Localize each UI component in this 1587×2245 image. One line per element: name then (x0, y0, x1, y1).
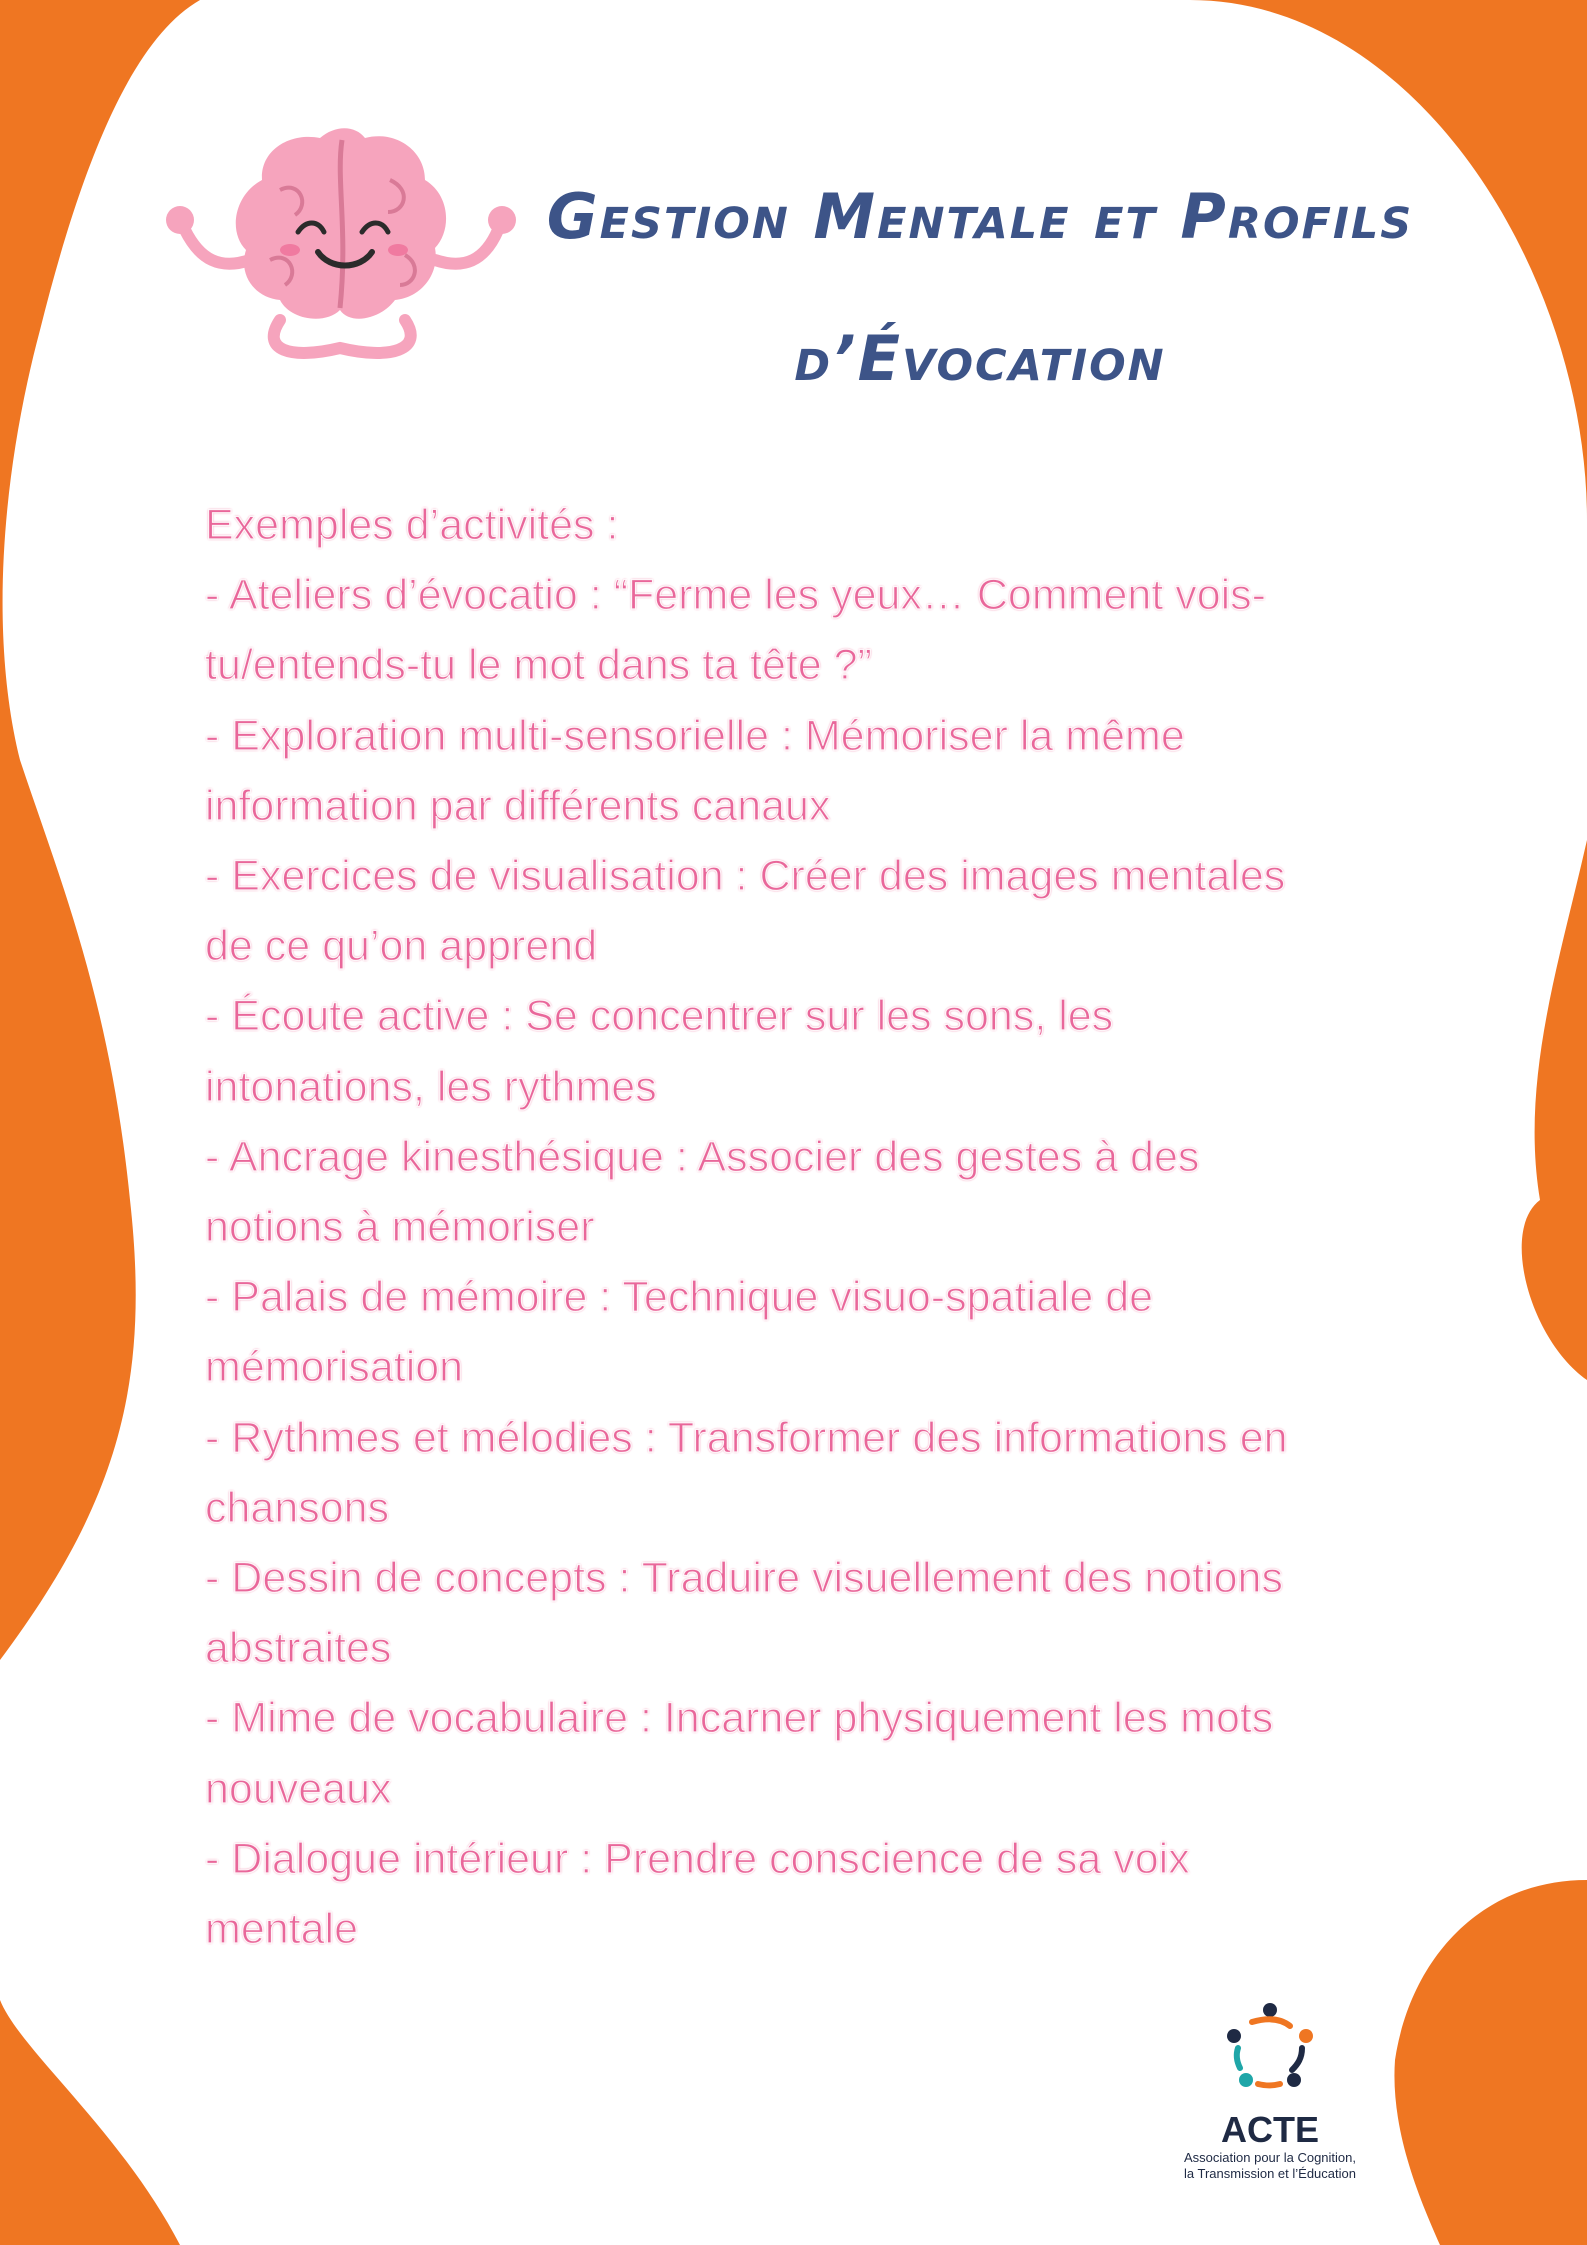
page-title-line-1: Gestion Mentale et Profils (546, 180, 1414, 253)
person-head-1 (1263, 2003, 1277, 2017)
person-head-2 (1299, 2029, 1313, 2043)
activity-line: chansons (205, 1483, 390, 1532)
person-arm-4 (1237, 2048, 1240, 2068)
activity-line: - Palais de mémoire : Technique visuo-spatiale de (205, 1273, 1154, 1322)
activity-line: abstraites (205, 1624, 392, 1673)
activity-line: - Dessin de concepts : Traduire visuellement des notions (205, 1554, 1283, 1603)
activity-line: - Mime de vocabulaire : Incarner physiquement les mots (205, 1694, 1274, 1743)
hand-right (488, 206, 516, 234)
activity-line: information par différents canaux (205, 781, 831, 830)
activity-line: notions à mémoriser (205, 1203, 595, 1252)
crossed-legs (274, 320, 411, 353)
logo-subtitle-line-1: Association pour la Cognition, (1184, 2150, 1356, 2165)
brain-center-divide (340, 140, 343, 308)
acte-logo (1140, 2000, 1400, 2220)
people-circle-icon (1222, 2000, 1318, 2096)
activity-list (205, 490, 1445, 1964)
logo-name: ACTE (1221, 2109, 1319, 2150)
activity-line: - Exercices de visualisation : Créer des images mentales (205, 852, 1286, 901)
person-arm-3 (1258, 2084, 1280, 2086)
activity-line: intonations, les rythmes (205, 1062, 657, 1111)
activity-line: tu/entends-tu le mot dans ta tête ?” (205, 641, 872, 690)
activity-line: de ce qu’on apprend (205, 922, 598, 971)
activity-line: mémorisation (205, 1343, 464, 1392)
cheek-right (388, 244, 408, 256)
cheek-left (280, 244, 300, 256)
activity-line: mentale (205, 1905, 358, 1954)
activity-line: - Dialogue intérieur : Prendre conscience de sa voix (205, 1834, 1190, 1883)
person-arm-2 (1292, 2048, 1302, 2070)
person-head-5 (1227, 2029, 1241, 2043)
page-title-line-2: d’Évocation (794, 322, 1166, 395)
activity-line: - Ateliers d’évocatio : “Ferme les yeux… Comment vois- (205, 571, 1266, 620)
person-head-3 (1287, 2073, 1301, 2087)
activity-line: - Ancrage kinesthésique : Associer des gestes à des (205, 1132, 1200, 1181)
person-arm-1 (1252, 2019, 1290, 2026)
activity-heading: Exemples d’activités : (205, 501, 619, 549)
activity-line: - Rythmes et mélodies : Transformer des informations en (205, 1413, 1288, 1462)
arm-right (435, 230, 498, 264)
activity-line: - Écoute active : Se concentrer sur les sons, les (205, 992, 1114, 1041)
meditating-brain-icon (150, 120, 530, 370)
logo-subtitle-line-2: la Transmission et l’Éducation (1184, 2166, 1356, 2181)
activity-line: - Exploration multi-sensorielle : Mémoriser la même (205, 711, 1185, 760)
person-head-4 (1239, 2073, 1253, 2087)
hand-left (166, 206, 194, 234)
activity-line: nouveaux (205, 1764, 392, 1813)
